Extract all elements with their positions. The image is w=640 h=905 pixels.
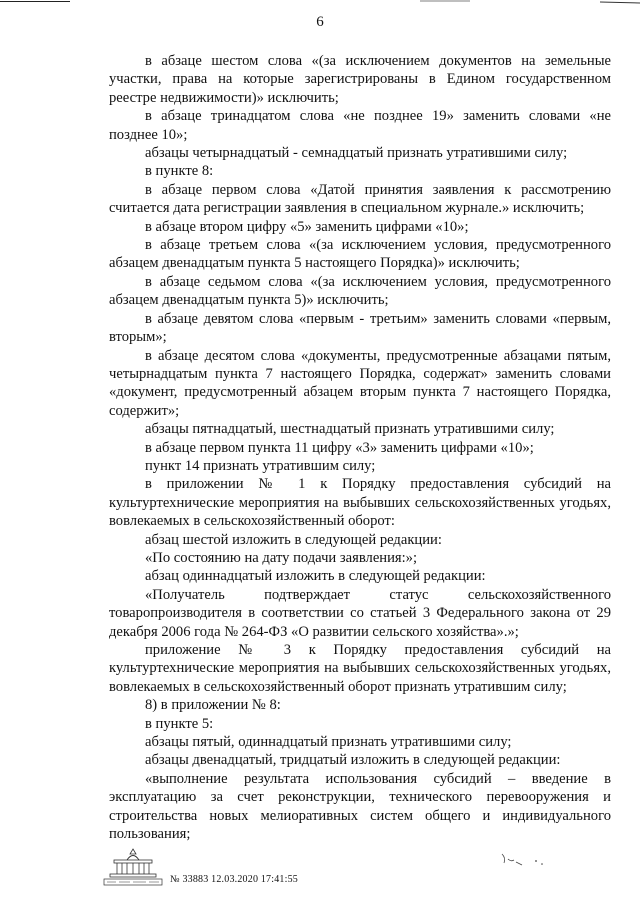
paragraph: в пункте 5: [145, 715, 214, 732]
paragraph: в абзаце седьмом слова «(за исключением условия, предусмотренного абзацем двенадцатым пункта 5)» исключить; [109, 273, 611, 309]
paragraph: «Получатель подтверждает статус сельскохозяйственного товаропроизводителя в соответствии со статьей 3 Федерального закона от 29 декабря 2006 года № 264-ФЗ «О развитии сельского хозяйства».»; [109, 586, 611, 640]
paragraph: в абзаце третьем слова «(за исключением условия, предусмотренного абзацем двенадцатым пункта 5 настоящего Порядка)» исключить; [109, 237, 611, 272]
paragraph: абзац шестой изложить в следующей редакции: [145, 531, 442, 548]
paragraph: абзац одиннадцатый изложить в следующей редакции: [145, 568, 486, 585]
paragraph: в приложении № 1 к Порядку предоставления субсидий на культуртехнические мероприятия на выбывших сельскохозяйственных угодьях, вовлекаемых в сельскохозяйственный оборот: [109, 476, 611, 530]
scan-edge-artifact [0, 0, 640, 6]
paragraph: абзацы четырнадцатый - семнадцатый признать утратившими силу; [145, 145, 568, 162]
page-number: 6 [316, 14, 324, 30]
paragraph: в абзаце шестом слова «(за исключением документов на земельные участки, права на которые зарегистрированы в Едином государственном реестре недвижимости)» исключить; [109, 53, 611, 106]
document-body [109, 52, 611, 843]
paragraph: в абзаце десятом слова «документы, предусмотренные абзацами пятым, четырнадцатым пункта 7 настоящего Порядка, содержат» заменить словами «документ, предусмотренный абзацем вторым пункта 7 настоящего Порядка, содержит»; [109, 347, 611, 419]
paragraph: в абзаце тринадцатом слова «не позднее 19» заменить словами «не позднее 10»; [109, 108, 611, 143]
paragraph: абзацы пятый, одиннадцатый признать утратившими силу; [145, 734, 512, 751]
paragraph: пункт 14 признать утратившим силу; [145, 457, 376, 474]
paragraph: абзацы двенадцатый, тридцатый изложить в следующей редакции: [145, 752, 561, 769]
paragraph: «По состоянию на дату подачи заявления:»; [145, 549, 418, 566]
paragraph: «выполнение результата использования субсидий – введение в эксплуатацию за счет реконструкции, технического перевооружения и строительства новых мелиоративных систем общего и индивидуального пользования; [109, 770, 611, 843]
paragraph: в абзаце первом слова «Датой принятия заявления к рассмотрению считается дата регистрации заявления в специальном журнале.» исключить; [109, 181, 611, 217]
ink-mark-icon [498, 850, 546, 870]
paragraph: в абзаце первом пункта 11 цифру «3» заменить цифрами «10»; [145, 439, 534, 456]
paragraph: приложение № 3 к Порядку предоставления субсидий на культуртехнические мероприятия на выбывших сельскохозяйственных угодьях, вовлекаемых в сельскохозяйственный оборот признать утратившим силу; [109, 642, 611, 695]
registration-footer [100, 846, 520, 896]
paragraph: в абзаце девятом слова «первым - третьим» заменить словами «первым, вторым»; [109, 310, 611, 346]
paragraph: 8) в приложении № 8: [145, 697, 281, 714]
paragraph: абзацы пятнадцатый, шестнадцатый признать утратившими силу; [145, 421, 555, 438]
building-seal-icon [100, 846, 166, 888]
registration-stamp: № 33883 12.03.2020 17:41:55 [170, 874, 298, 885]
paragraph: в пункте 8: [145, 163, 214, 180]
paragraph: в абзаце втором цифру «5» заменить цифрами «10»; [145, 218, 469, 235]
